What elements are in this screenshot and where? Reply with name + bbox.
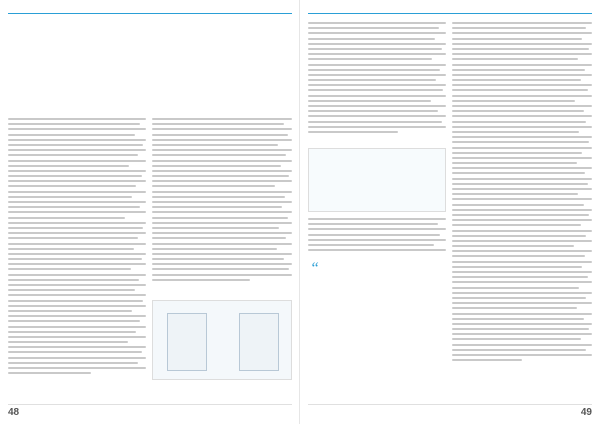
body-text bbox=[452, 22, 592, 386]
body-column bbox=[308, 218, 446, 258]
section-rule bbox=[8, 13, 292, 14]
page-number: 49 bbox=[580, 407, 592, 418]
process-diagram bbox=[308, 148, 446, 212]
body-column bbox=[308, 22, 446, 144]
footer-rule bbox=[8, 404, 292, 405]
page-number: 48 bbox=[8, 407, 20, 418]
quote-mark-icon: “ bbox=[310, 260, 319, 277]
body-column bbox=[8, 118, 146, 386]
chiller-figure bbox=[152, 300, 292, 380]
body-column bbox=[452, 22, 592, 386]
pull-quote bbox=[310, 260, 444, 277]
body-text bbox=[308, 218, 446, 258]
body-column bbox=[152, 118, 292, 294]
body-text bbox=[308, 22, 446, 144]
right-page bbox=[300, 0, 600, 424]
body-text bbox=[152, 118, 292, 294]
section-rule bbox=[308, 13, 592, 14]
chiller-unit-image bbox=[239, 313, 279, 371]
chiller-unit-image bbox=[167, 313, 207, 371]
footer-rule bbox=[308, 404, 592, 405]
body-text bbox=[8, 118, 146, 386]
